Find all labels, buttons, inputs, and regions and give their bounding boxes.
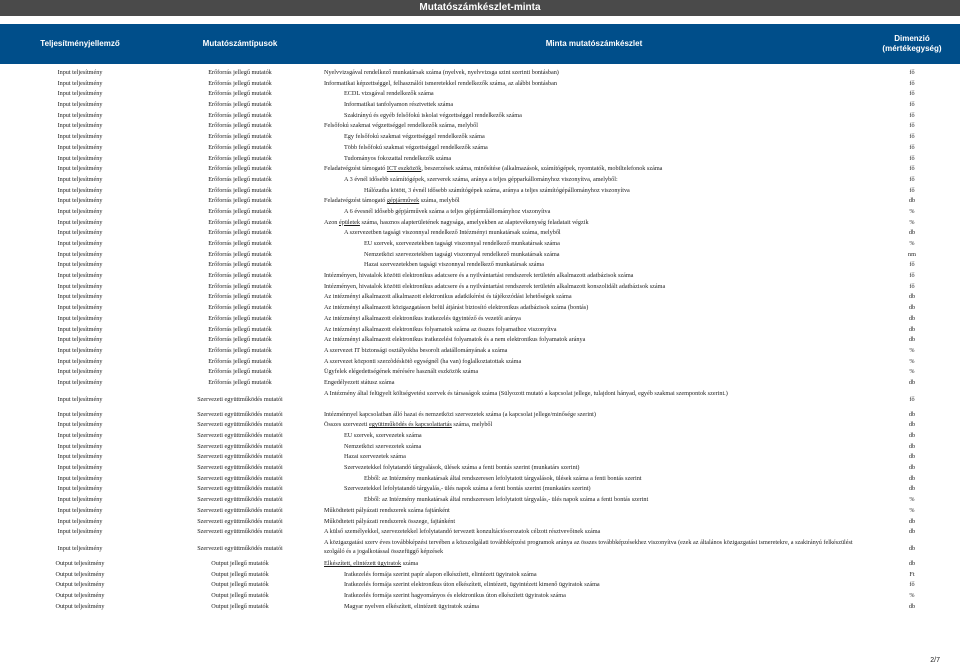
table-row (0, 121, 960, 132)
cell-mutatoszam: Hálózatba kötött, 3 évnél idősebb számítógépek száma, aránya a teljes számítógépállományhoz viszonyítva (364, 186, 630, 194)
cell-mutatoszam: Intézménnyel kapcsolatban álló hazai és nemzetközi szervezetek száma (a kapcsolat jellege/minősége szerint) (324, 410, 596, 418)
cell-mutatoszam: Feladatvégzést támogató ICT eszközök, beszerzések száma, minősítése (alkalmazások, számítógépek, nyomtatók, mobiltelefonok száma (324, 165, 663, 173)
cell-mutatoszamtipus: Output jellegű mutatók (211, 591, 269, 599)
cell-teljesitmenyjellemzo: Input teljesítmény (57, 421, 103, 429)
cell-teljesitmenyjellemzo: Input teljesítmény (57, 544, 103, 552)
cell-mutatoszam: A közigazgatási szerv éves továbbképzési tervében a közszolgálati továbbképzési programok aránya az összes továbbképzésekhez viszonyítva (ezek az általános közigazgatási ismeretekre, a szakirányú felkészülést szolgáló és a jogalkotással összefüggő képzések (324, 539, 853, 555)
cell-mutatoszam: Hazai szervezetek száma (344, 453, 406, 461)
cell-mutatoszamtipus: Erőforrás jellegű mutatók (208, 346, 272, 354)
cell-mutatoszamtipus: Erőforrás jellegű mutatók (208, 368, 272, 376)
cell-dimenzio: nm (908, 250, 916, 258)
cell-mutatoszam: Működtetett pályázati rendszerek száma fajtánként (324, 506, 450, 514)
cell-dimenzio: db (908, 229, 916, 237)
cell-teljesitmenyjellemzo: Input teljesítmény (57, 395, 103, 403)
cell-mutatoszamtipus: Erőforrás jellegű mutatók (208, 186, 272, 194)
cell-dimenzio: db (908, 517, 916, 525)
table-row (0, 420, 960, 431)
cell-dimenzio: Ft (909, 570, 915, 578)
table-row (0, 474, 960, 485)
table-row (0, 325, 960, 336)
cell-dimenzio: db (908, 528, 916, 536)
table-row (0, 143, 960, 154)
cell-dimenzio: db (908, 197, 916, 205)
cell-mutatoszam: Intézményen, hivatalok közötti elektronikus adatcsere és a nyilvántartási rendszerek területén alkalmazott adatbázisok száma (324, 272, 634, 280)
table-row (0, 89, 960, 100)
cell-teljesitmenyjellemzo: Input teljesítmény (57, 453, 103, 461)
cell-mutatoszam: Ügyfelek elégedettségének mérésére használt eszközök száma (324, 368, 479, 376)
header-minta-mutatoszamkeszlet: Minta mutatószámkészlet (545, 39, 643, 48)
cell-dimenzio: % (909, 346, 915, 354)
cell-dimenzio: % (909, 496, 915, 504)
cell-teljesitmenyjellemzo: Input teljesítmény (57, 154, 103, 162)
cell-teljesitmenyjellemzo: Input teljesítmény (57, 186, 103, 194)
cell-dimenzio: db (908, 304, 916, 312)
cell-mutatoszamtipus: Szervezeti együttműködés mutatói (197, 528, 283, 536)
cell-dimenzio: fő (909, 186, 915, 194)
table-row (0, 207, 960, 218)
cell-mutatoszamtipus: Erőforrás jellegű mutatók (208, 357, 272, 365)
cell-mutatoszamtipus: Szervezeti együttműködés mutatói (197, 496, 283, 504)
cell-dimenzio: db (908, 421, 916, 429)
cell-mutatoszamtipus: Output jellegű mutatók (211, 602, 269, 610)
cell-mutatoszamtipus: Erőforrás jellegű mutatók (208, 218, 272, 226)
cell-mutatoszamtipus: Output jellegű mutatók (211, 570, 269, 578)
cell-teljesitmenyjellemzo: Input teljesítmény (57, 143, 103, 151)
cell-teljesitmenyjellemzo: Input teljesítmény (57, 496, 103, 504)
cell-mutatoszamtipus: Erőforrás jellegű mutatók (208, 272, 272, 280)
cell-mutatoszam: Az intézményi alkalmazott elektronikus iratkezelési folyamatok és a nem elektronikus folyamatok aránya (324, 336, 586, 344)
cell-mutatoszamtipus: Szervezeti együttműködés mutatói (197, 432, 283, 439)
cell-dimenzio: db (908, 485, 916, 493)
cell-mutatoszam: Nemzetközi szervezetek száma (344, 442, 422, 450)
table-row (0, 580, 960, 591)
cell-teljesitmenyjellemzo: Output teljesítmény (55, 591, 105, 599)
cell-mutatoszam: Informatikai tanfolyamon résztvettek száma (344, 101, 454, 109)
table-row (0, 314, 960, 325)
cell-teljesitmenyjellemzo: Input teljesítmény (57, 207, 103, 215)
table-row (0, 517, 960, 528)
cell-mutatoszam: Tudományos fokozattal rendelkezők száma (344, 154, 452, 162)
table-row (0, 292, 960, 303)
cell-mutatoszamtipus: Erőforrás jellegű mutatók (208, 69, 272, 76)
cell-mutatoszamtipus: Erőforrás jellegű mutatók (208, 143, 272, 151)
header-dimenzio-label: Dimenzió (894, 34, 930, 43)
cell-teljesitmenyjellemzo: Output teljesítmény (55, 570, 105, 578)
cell-teljesitmenyjellemzo: Input teljesítmény (57, 357, 103, 365)
cell-mutatoszam: A szervezetben tagsági viszonnyal rendelkező Intézményi munkatársak száma, melyből (344, 229, 561, 237)
cell-teljesitmenyjellemzo: Input teljesítmény (57, 314, 103, 322)
cell-mutatoszamtipus: Szervezeti együttműködés mutatói (197, 517, 283, 525)
cell-mutatoszam: EU szervek, szervezetekben tagsági viszonnyal rendelkező munkatársak száma (364, 240, 560, 247)
cell-teljesitmenyjellemzo: Input teljesítmény (57, 485, 103, 493)
cell-dimenzio: % (909, 368, 915, 376)
cell-mutatoszamtipus: Erőforrás jellegű mutatók (208, 175, 272, 183)
cell-teljesitmenyjellemzo: Input teljesítmény (57, 218, 103, 226)
cell-teljesitmenyjellemzo: Input teljesítmény (57, 165, 103, 173)
cell-mutatoszamtipus: Szervezeti együttműködés mutatói (197, 421, 283, 429)
table-row (0, 250, 960, 261)
cell-dimenzio: % (909, 218, 915, 226)
indicator-table-body (0, 68, 960, 612)
cell-dimenzio: db (908, 442, 916, 450)
table-row (0, 357, 960, 368)
cell-mutatoszamtipus: Szervezeti együttműködés mutatói (197, 410, 283, 418)
cell-mutatoszam: Szakirányú és egyéb felsőfokú iskolai végzettséggel rendelkezők száma (344, 111, 522, 119)
cell-teljesitmenyjellemzo: Input teljesítmény (57, 175, 103, 183)
cell-dimenzio: db (908, 474, 916, 482)
cell-mutatoszamtipus: Erőforrás jellegű mutatók (208, 325, 272, 333)
page-indicator: 2/7 (930, 657, 940, 664)
table-header (0, 24, 960, 64)
table-row (0, 559, 960, 570)
cell-mutatoszam: A külső személyekkel, szervezetekkel lefolytatandó tervezett konzultációsorozatok célzott résztvevőinek száma (324, 528, 601, 536)
cell-teljesitmenyjellemzo: Input teljesítmény (57, 250, 103, 258)
cell-dimenzio: db (908, 559, 916, 567)
table-row (0, 527, 960, 538)
cell-mutatoszam: Nyelvvizsgával rendelkező munkatársak száma (nyelvek, nyelvvizsga szint szerinti bontásban) (324, 69, 559, 76)
header-teljesitmenyjellemzo: Teljesítményjellemző (40, 39, 120, 48)
cell-mutatoszam: Egy felsőfokú szakmai végzettséggel rendelkezők száma (344, 133, 485, 141)
cell-mutatoszamtipus: Szervezeti együttműködés mutatói (197, 474, 283, 482)
cell-mutatoszam: Ebből: az Intézmény munkatársak által rendszeresen lefolytatott tárgyalás,- ülés napok száma a fenti bontás szerint (364, 496, 649, 504)
table-row (0, 410, 960, 421)
table-row (0, 335, 960, 346)
cell-mutatoszam: Felsőfokú szakmai végzettséggel rendelkezők száma, melyből (324, 122, 478, 130)
cell-dimenzio: db (908, 336, 916, 344)
table-row (0, 100, 960, 111)
cell-mutatoszamtipus: Erőforrás jellegű mutatók (208, 261, 272, 269)
cell-mutatoszamtipus: Erőforrás jellegű mutatók (208, 154, 272, 162)
cell-mutatoszam: Nemzetközi szervezetekben tagsági viszonnyal rendelkező munkatársak száma (364, 250, 560, 258)
cell-teljesitmenyjellemzo: Input teljesítmény (57, 261, 103, 269)
cell-mutatoszam: EU szervek, szervezetek száma (344, 432, 422, 439)
table-row (0, 484, 960, 495)
cell-mutatoszam: Szervezetekkel lefolytatandó tárgyalás,- ülés napok száma a fenti bontás szerint (munkatárs szerint) (344, 485, 591, 493)
cell-dimenzio: fő (909, 175, 915, 183)
cell-mutatoszam: Magyar nyelven elkészített, elintézett ügyiratok száma (344, 602, 480, 610)
cell-teljesitmenyjellemzo: Input teljesítmény (57, 346, 103, 354)
cell-teljesitmenyjellemzo: Input teljesítmény (57, 528, 103, 536)
table-row (0, 538, 960, 559)
cell-mutatoszam: Iratkezelés formája szerint papír alapon elkészített, elintézett ügyiratok száma (344, 570, 537, 578)
cell-mutatoszamtipus: Output jellegű mutatók (211, 559, 269, 567)
cell-mutatoszam: A szervezet központi szerzõdéskötõ egységnél (ha van) foglalkoztatottak száma (324, 357, 522, 365)
cell-mutatoszamtipus: Erőforrás jellegű mutatók (208, 336, 272, 344)
cell-dimenzio: % (909, 357, 915, 365)
cell-mutatoszamtipus: Erőforrás jellegű mutatók (208, 79, 272, 87)
table-row (0, 79, 960, 90)
cell-teljesitmenyjellemzo: Input teljesítmény (57, 293, 103, 301)
cell-dimenzio: db (908, 464, 916, 472)
cell-dimenzio: db (908, 453, 916, 461)
table-row (0, 175, 960, 186)
table-row (0, 271, 960, 282)
cell-dimenzio: fő (909, 581, 915, 589)
table-row (0, 602, 960, 613)
cell-teljesitmenyjellemzo: Input teljesítmény (57, 517, 103, 525)
cell-mutatoszamtipus: Erőforrás jellegű mutatók (208, 229, 272, 237)
cell-mutatoszamtipus: Output jellegű mutatók (211, 581, 269, 589)
cell-teljesitmenyjellemzo: Input teljesítmény (57, 474, 103, 482)
cell-mutatoszamtipus: Szervezeti együttműködés mutatói (197, 442, 283, 450)
cell-teljesitmenyjellemzo: Input teljesítmény (57, 442, 103, 450)
table-row (0, 132, 960, 143)
table-row (0, 452, 960, 463)
cell-dimenzio: db (908, 602, 916, 610)
table-row (0, 495, 960, 506)
cell-mutatoszamtipus: Erőforrás jellegű mutatók (208, 207, 272, 215)
cell-dimenzio: % (909, 240, 915, 247)
cell-mutatoszam: A szervezet IT biztonsági osztályokba besorolt adatállományának a száma (324, 346, 508, 354)
cell-mutatoszamtipus: Szervezeti együttműködés mutatói (197, 544, 283, 552)
cell-dimenzio: fő (909, 79, 915, 87)
cell-dimenzio: fő (909, 101, 915, 109)
cell-mutatoszamtipus: Erőforrás jellegű mutatók (208, 282, 272, 290)
cell-dimenzio: db (908, 410, 916, 418)
cell-dimenzio: fő (909, 143, 915, 151)
cell-dimenzio: db (908, 314, 916, 322)
cell-teljesitmenyjellemzo: Input teljesítmény (57, 325, 103, 333)
cell-dimenzio: % (909, 591, 915, 599)
cell-mutatoszam: Feladatvégzést támogató gépjárművek száma, melyből (324, 197, 460, 205)
table-row (0, 389, 960, 410)
cell-teljesitmenyjellemzo: Input teljesítmény (57, 111, 103, 119)
cell-teljesitmenyjellemzo: Input teljesítmény (57, 79, 103, 87)
table-row (0, 218, 960, 229)
cell-mutatoszam: Engedélyezett státusz száma (324, 378, 395, 386)
cell-dimenzio: fő (909, 395, 915, 403)
cell-mutatoszamtipus: Szervezeti együttműködés mutatói (197, 395, 283, 403)
table-row (0, 463, 960, 474)
table-row (0, 68, 960, 79)
cell-mutatoszam: Az intézményi alkalmazott elektronikus folyamatok száma az összes folyamathoz viszonyítva (324, 325, 557, 333)
cell-mutatoszamtipus: Erőforrás jellegű mutatók (208, 101, 272, 109)
cell-mutatoszamtipus: Erőforrás jellegű mutatók (208, 122, 272, 130)
cell-mutatoszamtipus: Szervezeti együttműködés mutatói (197, 506, 283, 514)
cell-teljesitmenyjellemzo: Output teljesítmény (55, 581, 105, 589)
table-row (0, 164, 960, 175)
cell-teljesitmenyjellemzo: Output teljesítmény (55, 559, 105, 567)
cell-mutatoszamtipus: Erőforrás jellegű mutatók (208, 111, 272, 119)
cell-dimenzio: fő (909, 90, 915, 98)
cell-dimenzio: db (908, 325, 916, 333)
cell-dimenzio: % (909, 207, 915, 215)
table-row (0, 282, 960, 293)
cell-mutatoszamtipus: Erőforrás jellegű mutatók (208, 165, 272, 173)
cell-dimenzio: fő (909, 261, 915, 269)
table-row (0, 367, 960, 378)
table-row (0, 154, 960, 165)
cell-teljesitmenyjellemzo: Input teljesítmény (57, 240, 103, 247)
cell-dimenzio: db (908, 544, 916, 552)
cell-mutatoszam: Informatikai képzettséggel, felhasználói ismeretekkel rendelkezők száma, az alábbi bontásban (324, 79, 557, 87)
cell-teljesitmenyjellemzo: Input teljesítmény (57, 410, 103, 418)
cell-mutatoszam: A 6 évesnél idősebb gépjárművek száma a teljes gépjárműállományhoz viszonyítva (344, 207, 551, 215)
table-row (0, 196, 960, 207)
cell-teljesitmenyjellemzo: Input teljesítmény (57, 464, 103, 472)
table-row (0, 506, 960, 517)
cell-mutatoszam: Azon épületek száma, hasznos alapterületének nagysága, amelyekben az alaptevékenység feladatait végzik (324, 218, 589, 226)
cell-teljesitmenyjellemzo: Input teljesítmény (57, 432, 103, 439)
cell-teljesitmenyjellemzo: Input teljesítmény (57, 122, 103, 130)
table-row (0, 442, 960, 453)
cell-dimenzio: fő (909, 69, 915, 76)
cell-dimenzio: fő (909, 154, 915, 162)
document-title: Mutatószámkészlet-minta (0, 0, 960, 16)
cell-mutatoszam: Összes szervezeti együttműködés és kapcsolattartás száma, melyből (324, 421, 493, 429)
cell-teljesitmenyjellemzo: Input teljesítmény (57, 336, 103, 344)
cell-dimenzio: db (908, 432, 916, 439)
cell-mutatoszam: Hazai szervezetekben tagsági viszonnyal rendelkező munkatársak száma (364, 261, 545, 269)
cell-teljesitmenyjellemzo: Output teljesítmény (55, 602, 105, 610)
table-row (0, 591, 960, 602)
cell-mutatoszam: Iratkezelés formája szerint hagyományos és elektronikus úton elkészített ügyiratok száma (344, 591, 566, 599)
cell-dimenzio: fő (909, 165, 915, 173)
cell-mutatoszam: Az intézményi alkalmazott közigazgatáson belül átjárást biztosító elektronikus adatbázisok száma (bontás) (324, 304, 589, 312)
cell-teljesitmenyjellemzo: Input teljesítmény (57, 101, 103, 109)
cell-dimenzio: fő (909, 133, 915, 141)
cell-mutatoszam: Működtetett pályázati rendszerek összege, fajtánként (324, 517, 456, 525)
cell-teljesitmenyjellemzo: Input teljesítmény (57, 90, 103, 98)
cell-mutatoszam: Szervezetekkel folytatandó tárgyalások, ülések száma a fenti bontás szerint (munkatárs szerint) (344, 464, 580, 472)
cell-mutatoszamtipus: Erőforrás jellegű mutatók (208, 314, 272, 322)
header-dimenzio (864, 24, 960, 64)
cell-mutatoszamtipus: Erőforrás jellegű mutatók (208, 293, 272, 301)
cell-mutatoszam: Elkészített, elintézett ügyiratok száma (324, 559, 419, 567)
cell-mutatoszamtipus: Erőforrás jellegű mutatók (208, 240, 272, 247)
cell-mutatoszam: Az intézményi alkalmazott elektronikus iratkezelés ügyintéző és vezetői aránya (324, 314, 521, 322)
cell-mutatoszamtipus: Szervezeti együttműködés mutatói (197, 485, 283, 493)
cell-mutatoszamtipus: Erőforrás jellegű mutatók (208, 90, 272, 98)
cell-mutatoszamtipus: Erőforrás jellegű mutatók (208, 133, 272, 141)
cell-mutatoszam: ECDL vizsgával rendelkezők száma (344, 90, 434, 98)
cell-teljesitmenyjellemzo: Input teljesítmény (57, 378, 103, 386)
cell-dimenzio: db (908, 293, 916, 301)
cell-mutatoszamtipus: Erőforrás jellegű mutatók (208, 304, 272, 312)
table-row (0, 111, 960, 122)
cell-mutatoszam: Ebből: az Intézmény munkatársak által rendszeresen lefolytatott tárgyalások, ülések száma a fenti bontás szerint (364, 474, 642, 482)
cell-teljesitmenyjellemzo: Input teljesítmény (57, 368, 103, 376)
cell-mutatoszam: Iratkezelés formája szerint elektronikus úton elkészített, elintézett, ügyintézett kimenő ügyiratok száma (344, 581, 600, 589)
cell-mutatoszam: A 3 évnél idősebb számítógépek, szerverek száma, aránya a teljes gépparkállományhoz viszonyítva, amelyből: (344, 175, 618, 183)
cell-mutatoszamtipus: Erőforrás jellegű mutatók (208, 197, 272, 205)
cell-mutatoszam: Több felsőfokú szakmai végzettséggel rendelkezők száma (344, 143, 488, 151)
cell-dimenzio: db (908, 378, 916, 386)
cell-mutatoszamtipus: Szervezeti együttműködés mutatói (197, 453, 283, 461)
cell-teljesitmenyjellemzo: Input teljesítmény (57, 272, 103, 280)
cell-mutatoszamtipus: Erőforrás jellegű mutatók (208, 250, 272, 258)
table-row (0, 570, 960, 581)
cell-dimenzio: fő (909, 282, 915, 290)
cell-teljesitmenyjellemzo: Input teljesítmény (57, 282, 103, 290)
cell-teljesitmenyjellemzo: Input teljesítmény (57, 304, 103, 312)
cell-mutatoszam: Az intézményi alkalmazott alkalmazott elektronikus adatkikérési és tájékozódási lehetőségek száma (324, 293, 572, 301)
table-row (0, 431, 960, 442)
table-row (0, 239, 960, 250)
cell-dimenzio: fő (909, 272, 915, 280)
cell-teljesitmenyjellemzo: Input teljesítmény (57, 506, 103, 514)
table-row (0, 378, 960, 389)
cell-mutatoszamtipus: Szervezeti együttműködés mutatói (197, 464, 283, 472)
table-row (0, 260, 960, 271)
cell-dimenzio: fő (909, 111, 915, 119)
cell-teljesitmenyjellemzo: Input teljesítmény (57, 133, 103, 141)
header-mutatoszamtipusok: Mutatószámtípusok (202, 39, 278, 48)
cell-teljesitmenyjellemzo: Input teljesítmény (57, 69, 103, 76)
header-mertekegyseg-label: (mértékegység) (882, 44, 942, 53)
cell-dimenzio: % (909, 506, 915, 514)
cell-dimenzio: fő (909, 122, 915, 130)
table-row (0, 186, 960, 197)
table-row (0, 228, 960, 239)
cell-mutatoszamtipus: Erőforrás jellegű mutatók (208, 378, 272, 386)
cell-teljesitmenyjellemzo: Input teljesítmény (57, 197, 103, 205)
cell-mutatoszam: A Intézmény által felügyelt költségvetési szervek és társaságok száma (Sülyozott mutató a kapcsolat jellege, tulajdoni hányad, egyéb szakmai szempontok szerint.) (324, 390, 728, 398)
cell-mutatoszam: Intézményen, hivatalok közötti elektronikus adatcsere és a nyilvántartási rendszerek területén alkalmazott konszolidált adatbázisok száma (324, 282, 666, 290)
cell-teljesitmenyjellemzo: Input teljesítmény (57, 229, 103, 237)
table-row (0, 346, 960, 357)
table-row (0, 303, 960, 314)
